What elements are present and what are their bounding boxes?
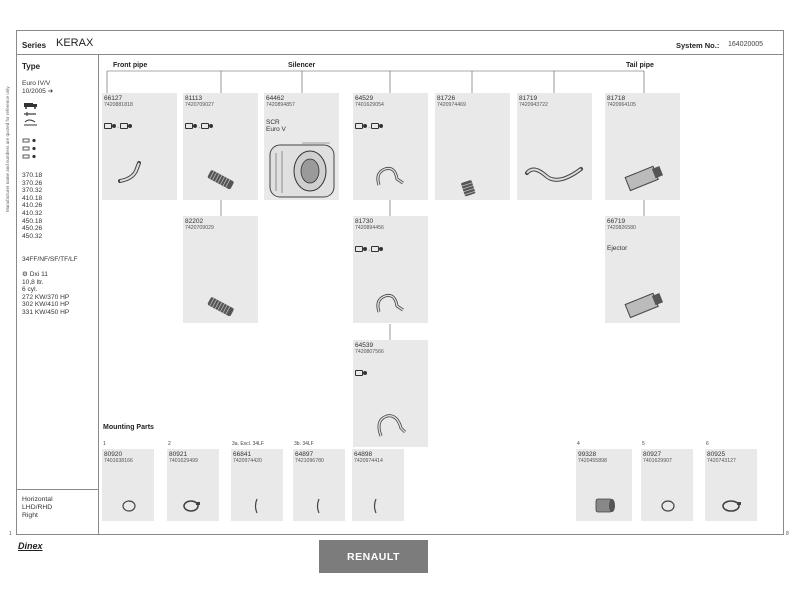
silencer-icon — [264, 93, 339, 200]
mounting-tag: 2 — [168, 441, 171, 447]
model-item: 370.32 — [22, 187, 43, 195]
part-card-64529[interactable] — [353, 93, 428, 200]
displacement: 10,8 ltr. — [22, 278, 44, 286]
part-code: 7420943722 — [519, 102, 548, 108]
part-card-81726[interactable] — [435, 93, 510, 200]
fitting-icons: , — [355, 246, 383, 252]
orientation-line: Horizontal — [22, 496, 53, 503]
part-code: 7420894857 — [266, 102, 295, 108]
silencer-heading: Silencer — [288, 62, 316, 69]
part-code: 7420974420 — [233, 458, 262, 464]
part-number: 80921 — [169, 451, 188, 458]
part-code: 7420807566 — [355, 349, 384, 355]
cylinders: 6 cyl. — [22, 286, 38, 294]
part-number: 81730 — [355, 218, 374, 225]
part-number: 81718 — [607, 95, 626, 102]
engine-icon: ⚙ — [22, 271, 28, 278]
long-pipe-icon — [517, 93, 592, 200]
part-card-82202[interactable] — [183, 216, 258, 323]
mounting-card-80927[interactable] — [641, 449, 693, 521]
part-card-81113[interactable] — [183, 93, 258, 200]
model-item: 410.26 — [22, 202, 43, 210]
part-code: 7421096780 — [295, 458, 324, 464]
part-code: 7420455898 — [578, 458, 607, 464]
part-card-81730[interactable] — [353, 216, 428, 323]
part-number: 64462 — [266, 95, 285, 102]
power-rating: 272 KW/370 HP — [22, 293, 70, 301]
part-note: SCR Euro V — [266, 119, 286, 133]
curved-pipe-icon — [353, 216, 428, 323]
model-item: 410.18 — [22, 194, 43, 202]
part-code: 7401629907 — [643, 458, 672, 464]
model-item: 410.32 — [22, 209, 43, 217]
gasket-icon — [352, 449, 404, 521]
short-hose-icon — [435, 93, 510, 200]
mounting-tag: 6 — [706, 441, 709, 447]
mounting-tag: 3b. 34LF — [294, 441, 314, 447]
part-card-64462[interactable] — [264, 93, 339, 200]
engine: ⚙ Dxi 11 — [22, 271, 48, 278]
front-pipe-heading: Front pipe — [113, 62, 148, 69]
part-number: 66841 — [233, 451, 252, 458]
series-value: KERAX — [56, 37, 94, 49]
configuration: 34FF/NF/SF/TF/LF — [22, 256, 78, 263]
part-number: 80920 — [104, 451, 123, 458]
part-code: 7420974414 — [354, 458, 383, 464]
band-clamp-icon — [167, 449, 219, 521]
orientation-line: Right — [22, 512, 38, 519]
mounting-card-80925[interactable] — [705, 449, 757, 521]
mounting-card-64898[interactable] — [352, 449, 404, 521]
euro-class: Euro IV/V — [22, 80, 51, 87]
part-code: 7401638166 — [104, 458, 133, 464]
part-code: 7401629499 — [169, 458, 198, 464]
mounting-card-66841[interactable] — [231, 449, 283, 521]
fitting-icons: , — [185, 123, 213, 129]
part-card-64539[interactable] — [353, 340, 428, 447]
part-number: 66127 — [104, 95, 123, 102]
part-code: 7420964105 — [607, 102, 636, 108]
part-card-66719[interactable] — [605, 216, 680, 323]
mounting-card-99328[interactable] — [576, 449, 632, 521]
disclaimer-side-text: Manufacturer name and numbers are quoted for reference only — [5, 86, 10, 212]
orientation-line: LHD/RHD — [22, 504, 53, 511]
renault-badge: RENAULT — [319, 540, 428, 573]
page-marker-left: 1 — [9, 531, 12, 537]
part-number: 82202 — [185, 218, 204, 225]
part-number: 81719 — [519, 95, 538, 102]
fitting-icons: , — [104, 123, 132, 129]
model-item: 450.32 — [22, 232, 43, 240]
dinex-logo: Dinex — [18, 541, 43, 551]
part-note: Ejector — [607, 245, 628, 252]
part-number: 80927 — [643, 451, 662, 458]
part-number: 81726 — [437, 95, 456, 102]
part-number: 80925 — [707, 451, 726, 458]
part-number: 64529 — [355, 95, 374, 102]
ejector-icon — [605, 216, 680, 323]
part-code: 7420974469 — [437, 102, 466, 108]
part-code: 7420894456 — [355, 225, 384, 231]
part-code: 7420709027 — [185, 102, 214, 108]
bent-pipe-icon — [102, 93, 177, 200]
arrow-right-icon: ➔ — [47, 87, 54, 95]
part-card-81718[interactable] — [605, 93, 680, 200]
curved-pipe-icon — [353, 340, 428, 447]
mounting-card-64897[interactable] — [293, 449, 345, 521]
series-label: Series — [22, 41, 47, 50]
page-marker-right: 8 — [786, 531, 789, 537]
mounting-card-80921[interactable] — [167, 449, 219, 521]
mounting-tag: 4 — [577, 441, 580, 447]
model-item: 450.18 — [22, 217, 43, 225]
model-item: 370.26 — [22, 179, 43, 187]
band-clamp-icon — [705, 449, 757, 521]
part-card-66127[interactable] — [102, 93, 177, 200]
sleeve-icon — [576, 449, 632, 521]
tail-pipe-icon — [605, 93, 680, 200]
system-number-label: System No.: — [676, 41, 720, 50]
part-code: 7420881818 — [104, 102, 133, 108]
gasket-icon — [231, 449, 283, 521]
flex-hose-icon — [183, 93, 258, 200]
part-number: 64539 — [355, 342, 374, 349]
power-rating: 302 KW/410 HP — [22, 301, 70, 309]
euro-date: 10/2005 ➔ — [22, 87, 54, 95]
mounting-tag: 3a. Excl. 34LF — [232, 441, 264, 447]
model-item: 450.26 — [22, 225, 43, 233]
clamp-ring-icon — [102, 449, 154, 521]
part-number: 64898 — [354, 451, 373, 458]
fitting-icons: , — [355, 123, 383, 129]
part-code: 7401629054 — [355, 102, 384, 108]
mounting-tag: 5 — [642, 441, 645, 447]
clamp-ring-icon — [641, 449, 693, 521]
mounting-tag: 1 — [103, 441, 106, 447]
part-number: 66719 — [607, 218, 626, 225]
system-number-value: 164020005 — [728, 41, 764, 48]
part-code: 7420826580 — [607, 225, 636, 231]
mounting-parts-heading: Mounting Parts — [103, 424, 154, 431]
gasket-icon — [293, 449, 345, 521]
power-rating: 331 KW/450 HP — [22, 308, 70, 316]
curved-pipe-icon — [353, 93, 428, 200]
part-number: 81113 — [185, 95, 203, 102]
model-item: 370.18 — [22, 172, 43, 179]
flex-hose-icon — [183, 216, 258, 323]
mounting-card-80920[interactable] — [102, 449, 154, 521]
part-code: 7420743127 — [707, 458, 736, 464]
part-number: 99328 — [578, 451, 597, 458]
tail-pipe-heading: Tail pipe — [626, 62, 654, 69]
type-heading: Type — [22, 62, 41, 71]
part-code: 7420709029 — [185, 225, 214, 231]
part-number: 64897 — [295, 451, 314, 458]
part-card-81719[interactable] — [517, 93, 592, 200]
